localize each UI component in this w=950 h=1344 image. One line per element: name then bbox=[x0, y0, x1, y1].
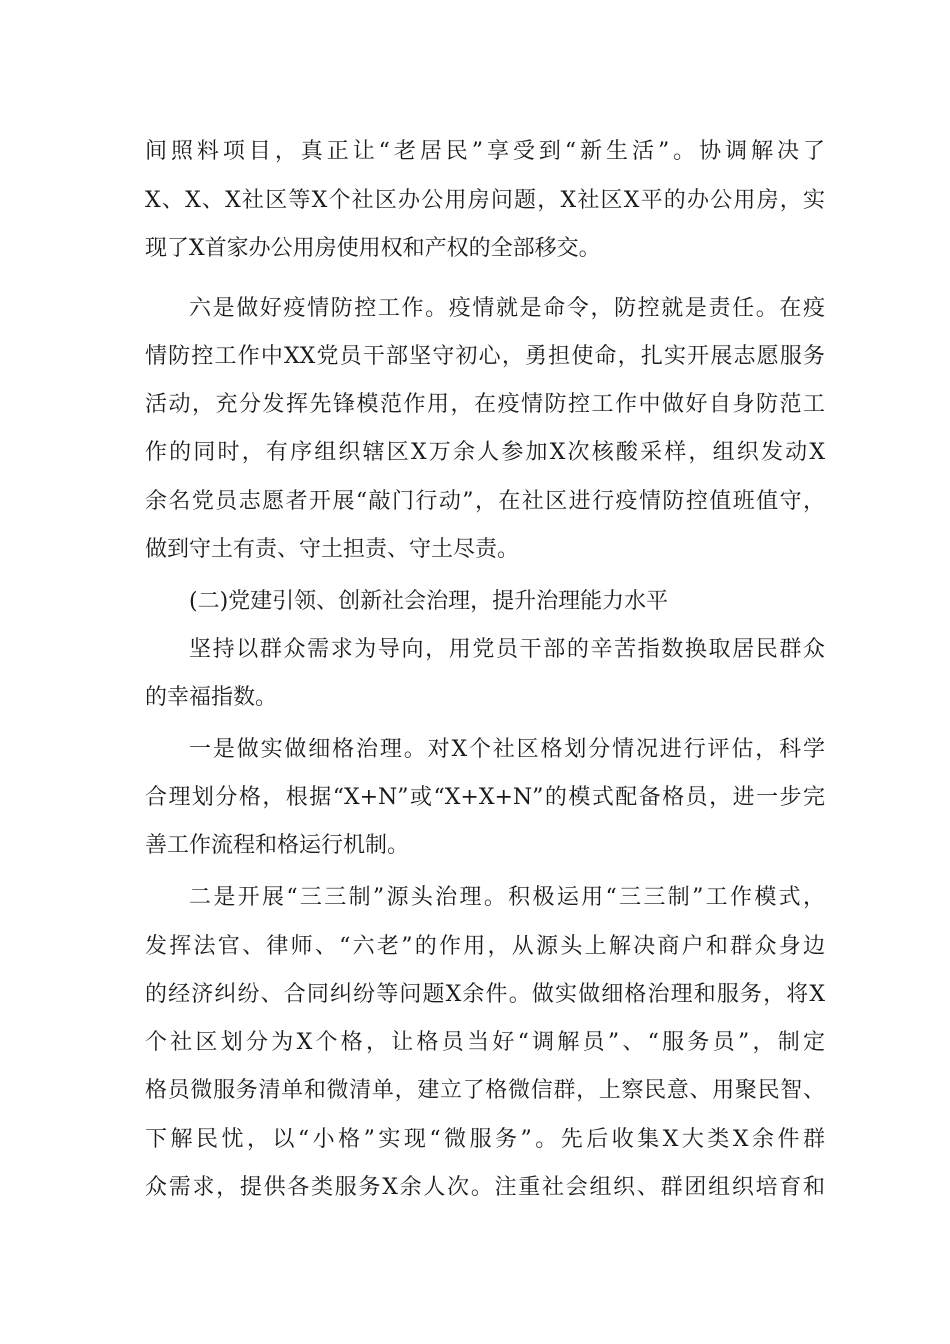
text-line: 合理划分格，根据“X+N”或“X+X+N”的模式配备格员，进一步完 bbox=[145, 785, 825, 810]
text-line: 众需求，提供各类服务X余人次。注重社会组织、群团组织培育和 bbox=[145, 1175, 825, 1200]
text-line: 二是开展“三三制”源头治理。积极运用“三三制”工作模式， bbox=[189, 885, 825, 910]
text-line: 现了X首家办公用房使用权和产权的全部移交。 bbox=[145, 236, 601, 261]
text-line: 下解民忧，以“小格”实现“微服务”。先后收集X大类X余件群 bbox=[145, 1127, 825, 1152]
text-line: 的幸福指数。 bbox=[145, 685, 278, 710]
text-line: 的经济纠纷、合同纠纷等问题X余件。做实做细格治理和服务，将X bbox=[145, 982, 825, 1007]
text-line: 六是做好疫情防控工作。疫情就是命令，防控就是责任。在疫 bbox=[189, 296, 825, 321]
section-heading: (二)党建引领、创新社会治理，提升治理能力水平 bbox=[189, 589, 669, 614]
text-line: 个社区划分为X个格，让格员当好“调解员”、“服务员”，制定 bbox=[145, 1030, 825, 1055]
text-line: 做到守土有责、守土担责、守土尽责。 bbox=[145, 537, 520, 562]
text-line: 余名党员志愿者开展“敲门行动”，在社区进行疫情防控值班值守， bbox=[145, 489, 825, 514]
text-line: 一是做实做细格治理。对X个社区格划分情况进行评估，科学 bbox=[189, 737, 825, 762]
text-line: 格员微服务清单和微清单，建立了格微信群，上察民意、用聚民智、 bbox=[145, 1078, 825, 1103]
text-line: 坚持以群众需求为导向，用党员干部的辛苦指数换取居民群众 bbox=[189, 637, 825, 662]
text-line: 发挥法官、律师、“六老”的作用，从源头上解决商户和群众身边 bbox=[145, 934, 825, 959]
text-line: 活动，充分发挥先锋模范作用，在疫情防控工作中做好自身防范工 bbox=[145, 392, 825, 417]
text-line: 作的同时，有序组织辖区X万余人参加X次核酸采样，组织发动X bbox=[145, 440, 825, 465]
text-line: 间照料项目，真正让“老居民”享受到“新生活”。协调解决了 bbox=[145, 139, 825, 164]
text-line: X、X、X社区等X个社区办公用房问题，X社区X平的办公用房，实 bbox=[145, 188, 825, 213]
text-line: 善工作流程和格运行机制。 bbox=[145, 833, 410, 858]
text-line: 情防控工作中XX党员干部坚守初心，勇担使命，扎实开展志愿服务 bbox=[145, 344, 825, 369]
